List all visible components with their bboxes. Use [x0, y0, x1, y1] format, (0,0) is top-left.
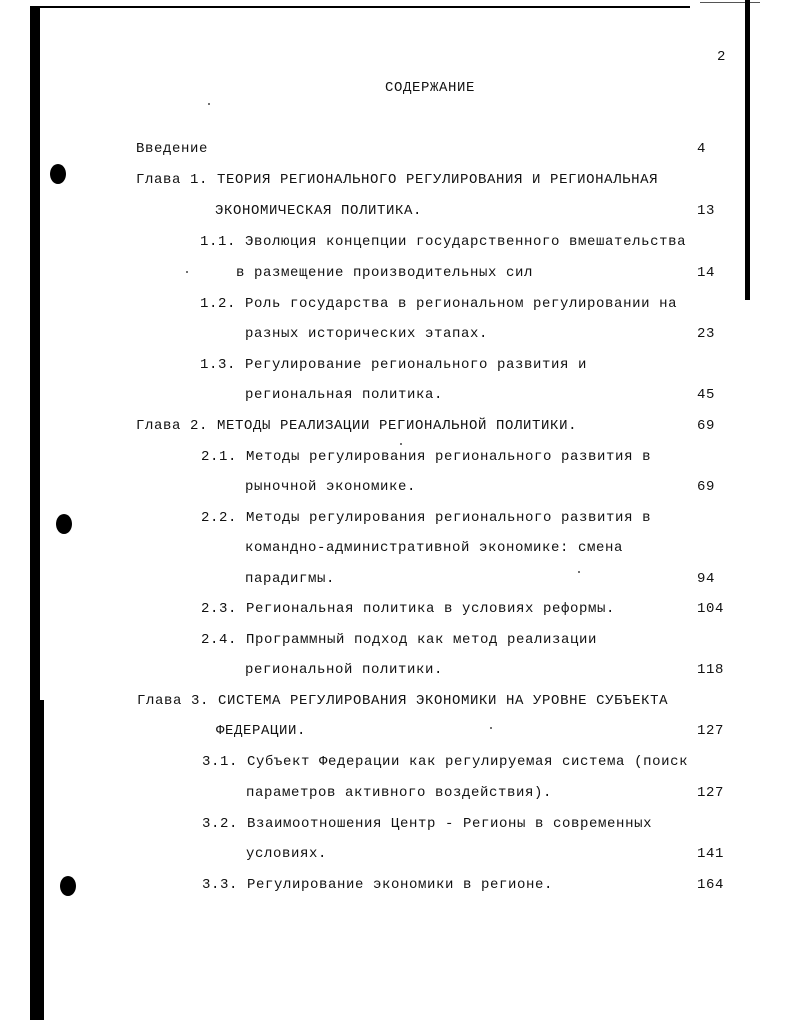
- toc-entry-2-3: 2.3. Региональная политика в условиях реформы.: [201, 601, 616, 617]
- toc-page: 69: [697, 418, 716, 434]
- toc-page: 104: [697, 601, 725, 617]
- toc-entry-2-2: 2.2. Методы регулирования регионального развития в: [201, 510, 652, 526]
- toc-entry-chapter-1: Глава 1. ТЕОРИЯ РЕГИОНАЛЬНОГО РЕГУЛИРОВАНИЯ И РЕГИОНАЛЬНАЯ: [136, 172, 659, 188]
- toc-entry-intro: Введение: [136, 141, 209, 157]
- toc-entry-1-2: 1.2. Роль государства в региональном регулировании на: [200, 296, 678, 312]
- punch-hole-1: [50, 164, 66, 184]
- toc-page: 164: [697, 877, 725, 893]
- toc-entry-2-2-cont2: парадигмы.: [245, 571, 336, 587]
- punch-hole-2: [56, 514, 72, 534]
- scan-speck: [490, 727, 492, 729]
- toc-entry-3-2-cont: условиях.: [246, 846, 328, 862]
- toc-page: 141: [697, 846, 725, 862]
- toc-entry-2-1: 2.1. Методы регулирования регионального развития в: [201, 449, 652, 465]
- toc-page: 69: [697, 479, 716, 495]
- toc-entry-1-3-cont: региональная политика.: [245, 387, 444, 403]
- scan-edge-right: [745, 0, 750, 300]
- toc-entry-1-3: 1.3. Регулирование регионального развития и: [200, 357, 588, 373]
- toc-entry-chapter-1-cont: ЭКОНОМИЧЕСКАЯ ПОЛИТИКА.: [215, 203, 423, 219]
- toc-entry-2-4: 2.4. Программный подход как метод реализации: [201, 632, 598, 648]
- toc-entry-1-2-cont: разных исторических этапах.: [245, 326, 489, 342]
- scan-speck: [400, 443, 402, 445]
- scan-speck: [208, 103, 210, 105]
- scan-edge-top-right: [700, 2, 760, 3]
- toc-page: 4: [697, 141, 707, 157]
- punch-hole-3: [60, 876, 76, 896]
- toc-page: 127: [697, 723, 725, 739]
- toc-entry-chapter-2: Глава 2. МЕТОДЫ РЕАЛИЗАЦИИ РЕГИОНАЛЬНОЙ ПОЛИТИКИ.: [136, 418, 578, 434]
- scan-edge-left-lower: [40, 700, 44, 1020]
- toc-page: 94: [697, 571, 716, 587]
- scan-speck: [578, 571, 580, 573]
- page-number: 2: [717, 49, 727, 65]
- toc-entry-3-1: 3.1. Субъект Федерации как регулируемая система (поиск: [202, 754, 689, 770]
- toc-page: 118: [697, 662, 725, 678]
- toc-entry-3-1-cont: параметров активного воздействия).: [246, 785, 553, 801]
- toc-entry-3-2: 3.2. Взаимоотношения Центр - Регионы в современных: [202, 816, 653, 832]
- toc-entry-1-1-cont: в размещение производительных сил: [236, 265, 534, 281]
- scan-edge-top: [30, 6, 690, 8]
- scan-speck: [186, 271, 188, 273]
- toc-entry-chapter-3-cont: ФЕДЕРАЦИИ.: [216, 723, 307, 739]
- toc-page: 127: [697, 785, 725, 801]
- toc-entry-2-4-cont: региональной политики.: [245, 662, 444, 678]
- page-title: СОДЕРЖАНИЕ: [385, 80, 476, 96]
- scan-edge-left: [30, 8, 40, 1020]
- toc-page: 13: [697, 203, 716, 219]
- toc-entry-2-2-cont: командно-административной экономике: смена: [245, 540, 624, 556]
- toc-entry-1-1: 1.1. Эволюция концепции государственного вмешательства: [200, 234, 687, 250]
- toc-entry-chapter-3: Глава 3. СИСТЕМА РЕГУЛИРОВАНИЯ ЭКОНОМИКИ НА УРОВНЕ СУБЪЕКТА: [137, 693, 669, 709]
- toc-entry-2-1-cont: рыночной экономике.: [245, 479, 417, 495]
- toc-entry-3-3: 3.3. Регулирование экономики в регионе.: [202, 877, 554, 893]
- toc-page: 45: [697, 387, 716, 403]
- toc-page: 23: [697, 326, 716, 342]
- toc-page: 14: [697, 265, 716, 281]
